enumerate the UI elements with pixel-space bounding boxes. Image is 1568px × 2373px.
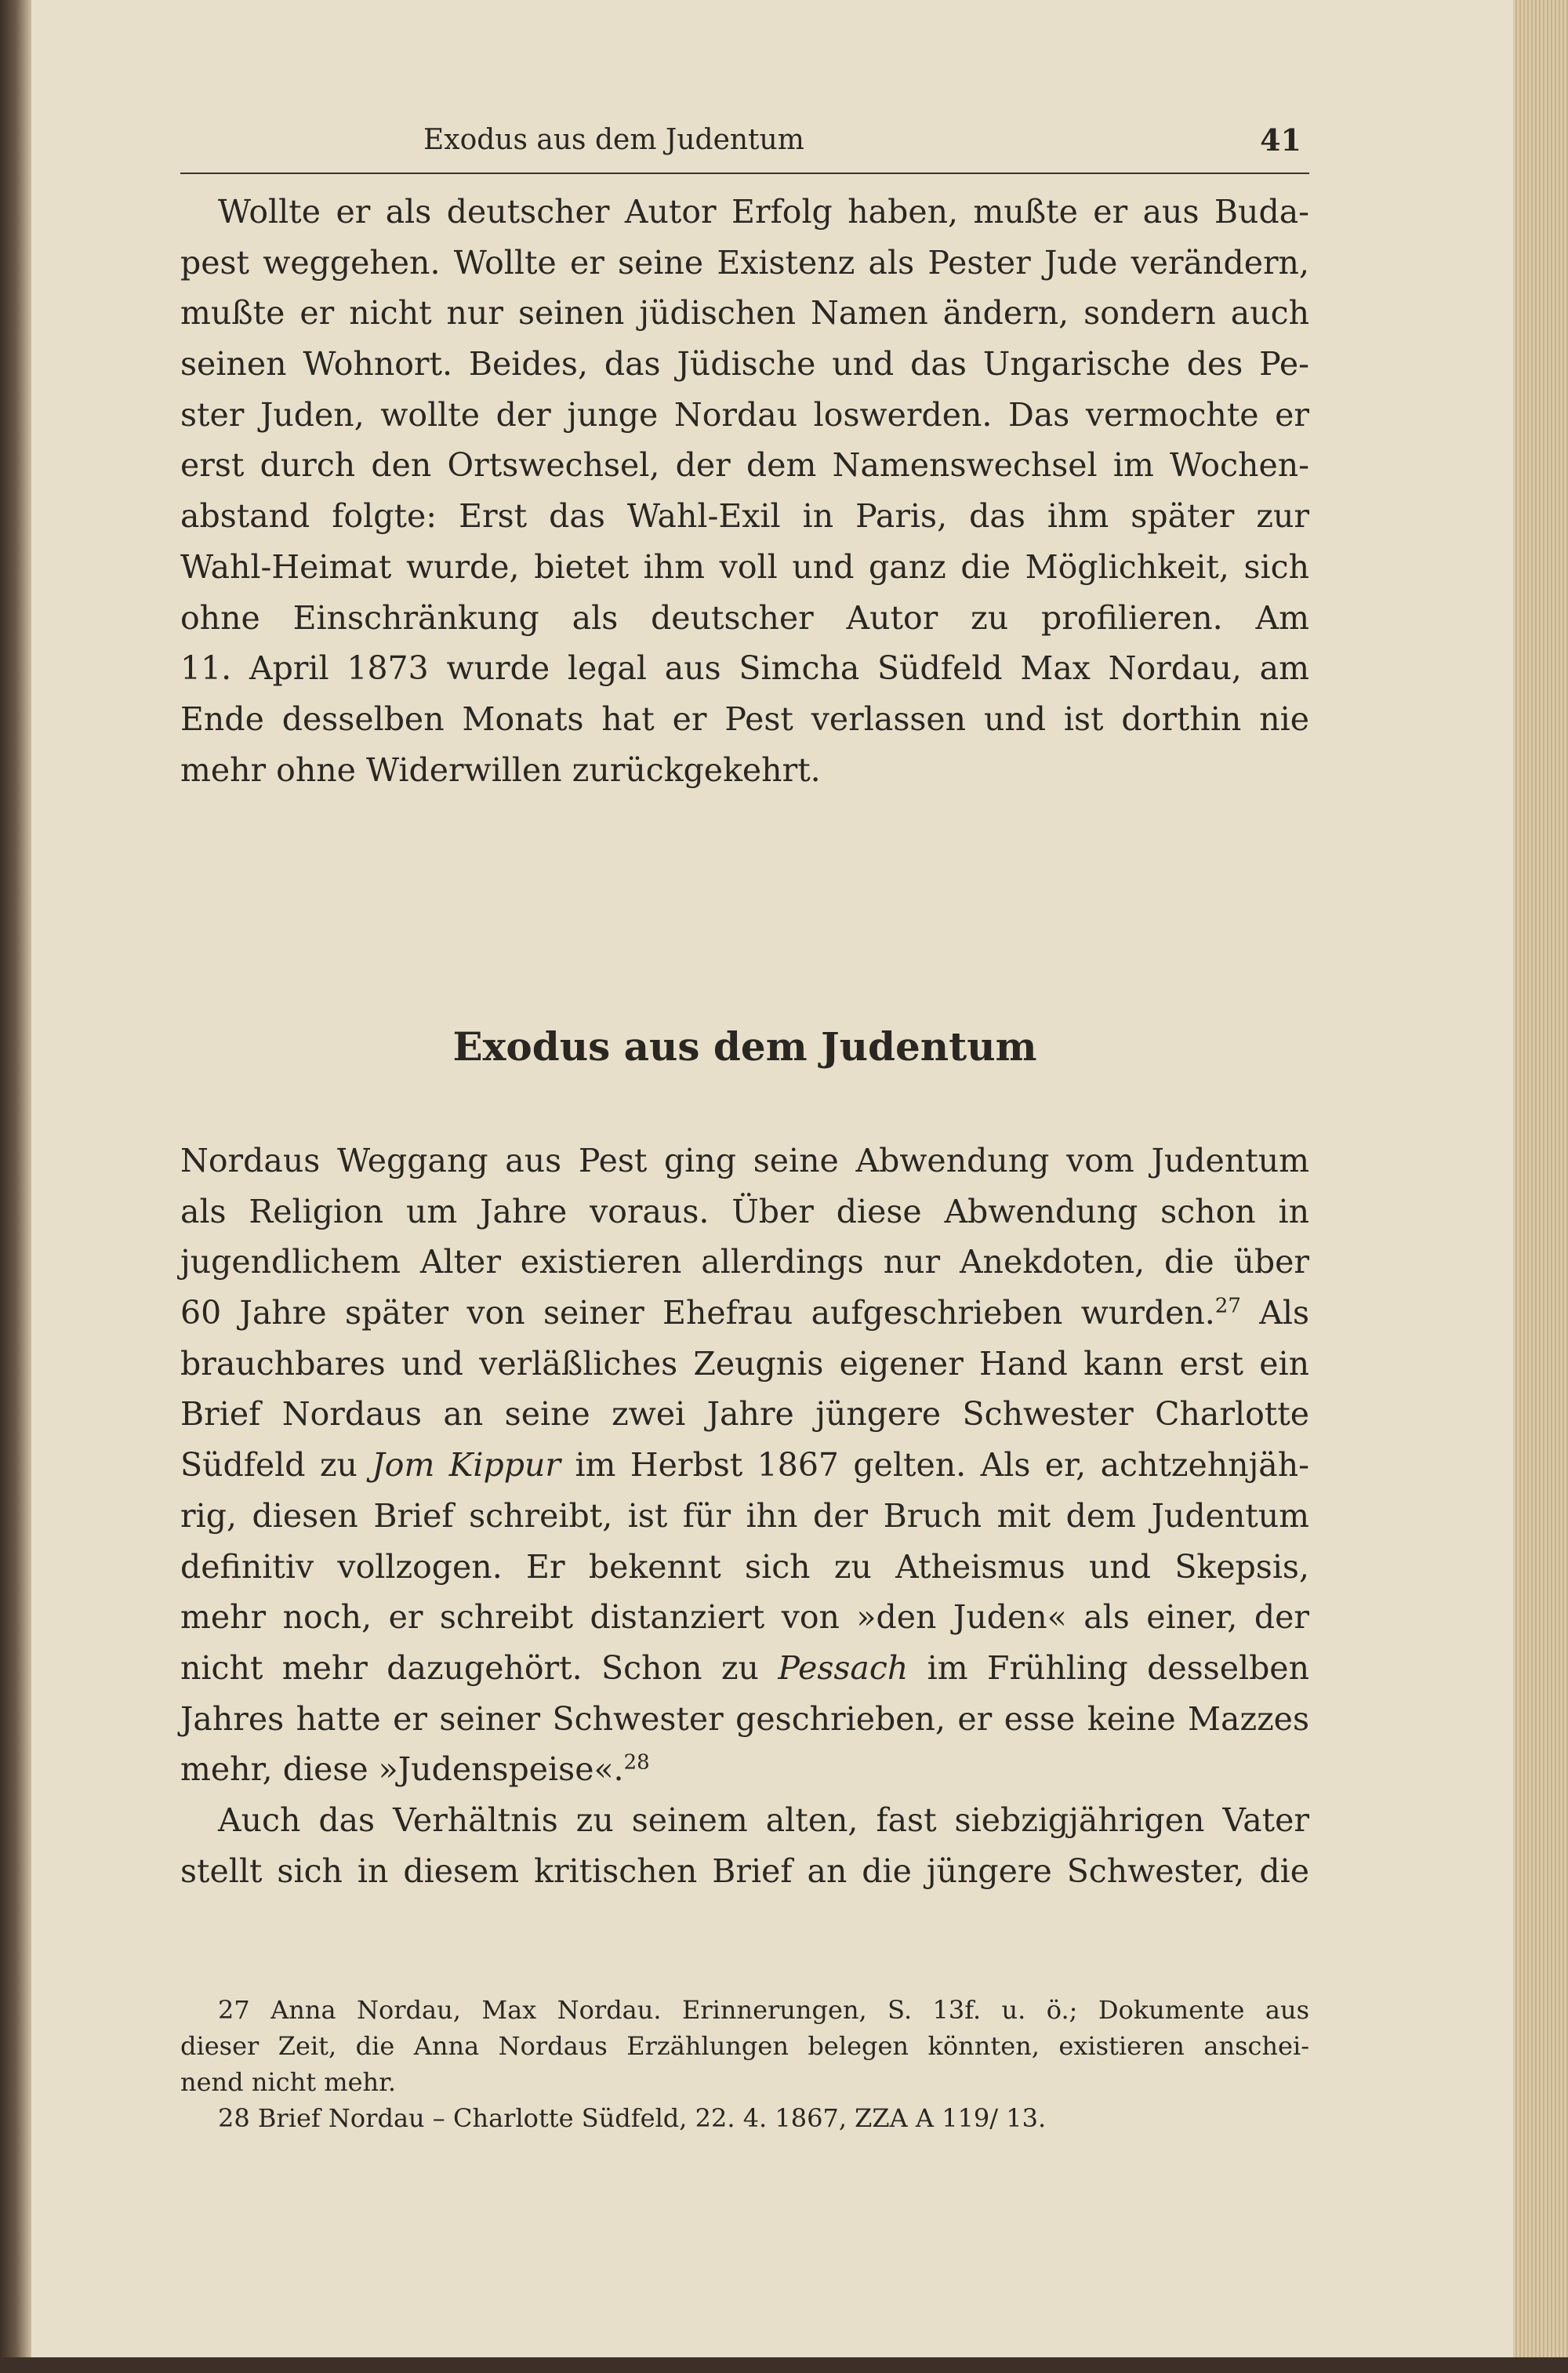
text-line: Auch das Verhältnis zu seinem alten, fast siebzigjährigen Vater	[218, 1801, 1309, 1839]
text-line	[180, 1744, 1309, 1795]
running-title: Exodus aus dem Judentum	[423, 124, 804, 156]
text-line: rig, diesen Brief schreibt, ist für ihn der Bruch mit dem Judentum	[180, 1496, 1309, 1535]
text-line: 11. April 1873 wurde legal aus Simcha Südfeld Max Nordau, am	[180, 649, 1309, 688]
text-line: ohne Einschränkung als deutscher Autor zu profilieren. Am	[180, 598, 1309, 637]
footnote-27-cont: dieser Zeit, die Anna Nordaus Erzählungen belegen könnten, existieren anschei-	[180, 2031, 1309, 2061]
footnote-ref-28[interactable]: 28	[623, 1750, 650, 1775]
text-line: als Religion um Jahre voraus. Über diese Abwendung schon in	[180, 1192, 1309, 1230]
text-line: abstand folgte: Erst das Wahl-Exil in Paris, das ihm später zur	[180, 497, 1309, 536]
section-heading: Exodus aus dem Judentum	[452, 1023, 1037, 1070]
text-line	[180, 1288, 1309, 1339]
paragraph-2	[180, 1136, 1309, 1896]
text-line: definitiv vollzogen. Er bekennt sich zu Atheismus und Skepsis,	[180, 1547, 1309, 1586]
text-line: erst durch den Ortswechsel, der dem Namenswechsel im Wochen-	[180, 446, 1309, 485]
text-line: pest weggehen. Wollte er seine Existenz als Pester Jude verändern,	[180, 243, 1309, 282]
text-line: stellt sich in diesem kritischen Brief an die jüngere Schwester, die	[180, 1852, 1309, 1890]
italic-term: Jom Kippur	[372, 1446, 561, 1484]
text-line: mußte er nicht nur seinen jüdischen Namen ändern, sondern auch	[180, 294, 1309, 333]
text-run: Südfeld zu	[180, 1446, 372, 1484]
text-line: Jahres hatte er seiner Schwester geschrieben, er esse keine Mazzes	[180, 1699, 1309, 1738]
text-line: Ende desselben Monats hat er Pest verlassen und ist dorthin nie	[180, 700, 1309, 738]
running-header	[180, 118, 1309, 174]
paragraph-1	[180, 187, 1309, 795]
footnotes	[180, 1992, 1309, 2136]
text-run: Als	[1240, 1294, 1309, 1332]
text-run: nicht mehr dazugehört. Schon zu	[180, 1648, 779, 1687]
text-line: Wahl-Heimat wurde, bietet ihm voll und ganz die Möglichkeit, sich	[180, 547, 1309, 586]
text-run: 60 Jahre später von seiner Ehefrau aufgeschrieben wurden.	[180, 1294, 1215, 1332]
page-edges	[1513, 0, 1568, 2373]
text-line: brauchbares und verläßliches Zeugnis eigener Hand kann erst ein	[180, 1344, 1309, 1383]
text-line	[180, 1440, 1309, 1491]
footnote-27-cont: nend nicht mehr.	[180, 2067, 397, 2097]
text-line: ster Juden, wollte der junge Nordau loswerden. Das vermochte er	[180, 395, 1309, 434]
text-run: mehr, diese »Judenspeise«.	[180, 1750, 624, 1789]
footnote-ref-27[interactable]: 27	[1214, 1294, 1241, 1318]
italic-term: Pessach	[778, 1648, 909, 1687]
scan-border	[0, 2357, 1568, 2373]
text-line: mehr noch, er schreibt distanziert von »den Juden« als einer, der	[180, 1598, 1309, 1637]
page-number: 41	[1260, 122, 1301, 158]
text-line: jugendlichem Alter existieren allerdings nur Anekdoten, die über	[180, 1243, 1309, 1281]
book-spine-edge	[0, 0, 31, 2373]
text-line: Nordaus Weggang aus Pest ging seine Abwendung vom Judentum	[180, 1142, 1309, 1179]
text-line: Wollte er als deutscher Autor Erfolg haben, mußte er aus Buda-	[218, 193, 1309, 231]
text-line: Brief Nordaus an seine zwei Jahre jüngere Schwester Charlotte	[180, 1395, 1309, 1434]
footnote-27: 27 Anna Nordau, Max Nordau. Erinnerungen, S. 13f. u. ö.; Dokumente aus	[218, 1995, 1309, 2025]
text-run: im Frühling desselben	[908, 1648, 1309, 1687]
text-run: im Herbst 1867 gelten. Als er, achtzehnjäh-	[561, 1446, 1309, 1484]
text-line: mehr ohne Widerwillen zurückgekehrt.	[180, 750, 821, 789]
footnote-28: 28 Brief Nordau – Charlotte Südfeld, 22. 4. 1867, ZZA A 119/ 13.	[218, 2103, 1047, 2133]
text-line: seinen Wohnort. Beides, das Jüdische und das Ungarische des Pe-	[180, 345, 1309, 383]
text-line	[180, 1643, 1309, 1694]
